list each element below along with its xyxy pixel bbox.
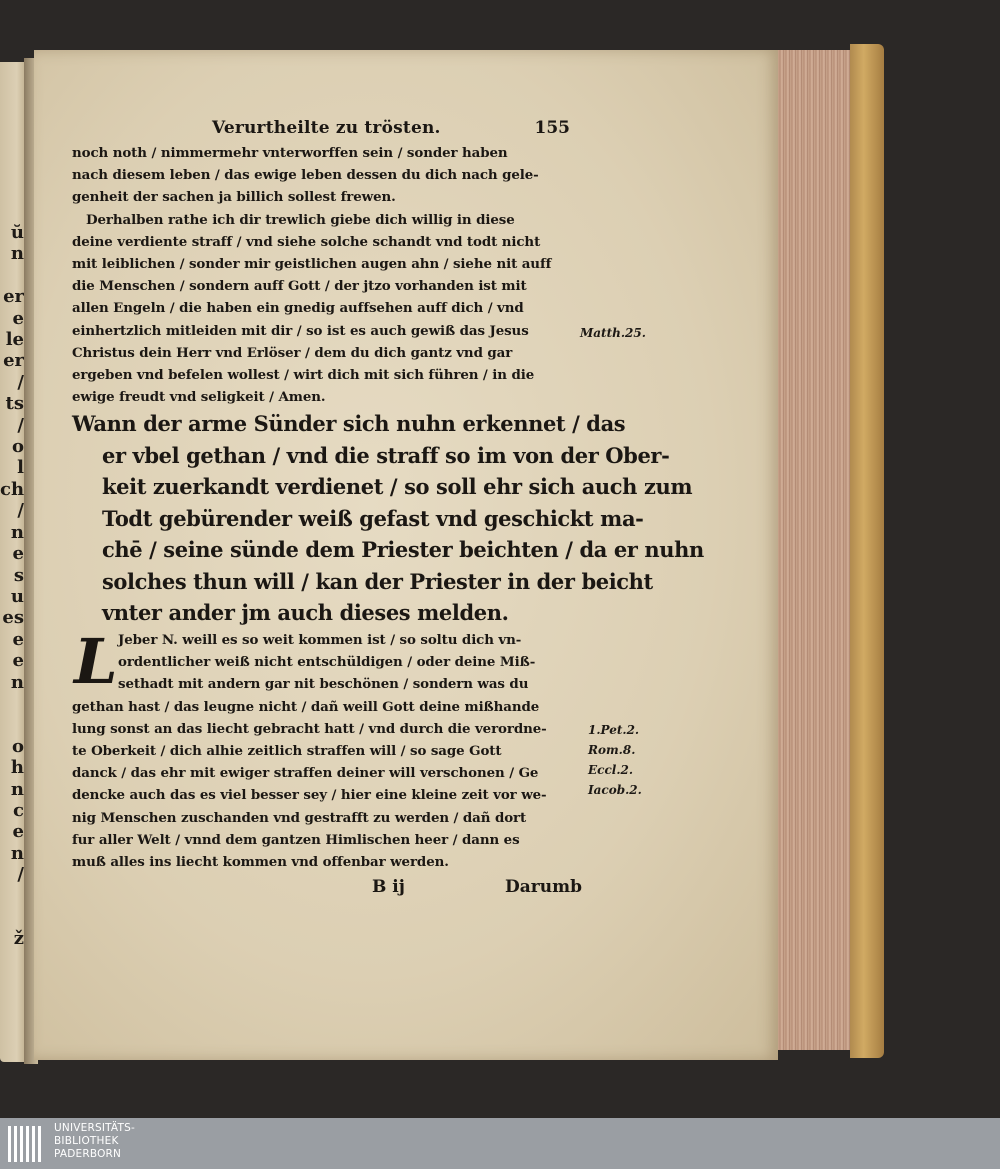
- signature-mark: B ij: [372, 877, 405, 898]
- text-line: deine verdiente straff / vnd siehe solche schandt vnd todt nicht: [72, 233, 541, 250]
- left-page-text-fragments: [0, 222, 24, 950]
- text-line: dencke auch das es viel besser sey / hier eine kleine zeit vor we-: [72, 787, 547, 804]
- left-page-fragment: n: [10, 842, 24, 864]
- left-page-fragment: e: [12, 628, 24, 650]
- left-page-fragment: e: [12, 543, 24, 565]
- catchword: Darumb: [505, 877, 582, 898]
- paragraph-2: [72, 624, 582, 873]
- marginal-reference: 1.Pet.2.: [588, 723, 640, 737]
- left-page-fragment: e: [12, 650, 24, 672]
- text-line: lung sonst an das liecht gebracht hatt / vnd durch die verordne-: [72, 720, 547, 737]
- left-page-fragment: /: [17, 414, 24, 436]
- text-line: Jeber N. weill es so weit kommen ist / so soltu dich vn-: [118, 631, 522, 648]
- page-number: 155: [534, 118, 570, 138]
- page-edges: [770, 50, 856, 1050]
- marginal-references: [588, 720, 642, 800]
- left-page-fragment: n: [10, 243, 24, 265]
- marginal-reference: Eccl.2.: [588, 763, 634, 777]
- heading-line: keit zuerkandt verdienet / so soll ehr sich auch zum: [102, 474, 693, 500]
- text-line: gethan hast / das leugne nicht / dañ weill Gott deine mißhande: [72, 698, 540, 715]
- left-page-fragment: h: [10, 757, 24, 779]
- text-line: die Menschen / sondern auff Gott / der jtzo vorhanden ist mit: [72, 278, 527, 295]
- text-line: fur aller Welt / vnnd dem gantzen Himlischen heer / dann es: [72, 831, 520, 848]
- text-line: nach diesem leben / das ewige leben dessen du dich nach gele-: [72, 167, 539, 184]
- left-page-fragment: o: [11, 436, 24, 458]
- library-footer-bar: [0, 1118, 1000, 1169]
- page-footer: [72, 877, 582, 897]
- library-name-line: PADERBORN: [54, 1148, 122, 1160]
- text-line: genheit der sachen ja billich sollest frewen.: [72, 189, 396, 206]
- left-page-fragment: /: [17, 500, 24, 522]
- text-line: ergeben vnd befelen wollest / wirt dich mit sich führen / in die: [72, 367, 535, 384]
- left-page-fragment: ž: [13, 928, 24, 950]
- library-name: [54, 1122, 135, 1161]
- left-page-fragment: /: [17, 864, 24, 886]
- left-page-fragment: [0, 886, 24, 907]
- left-page-fragment: er: [3, 286, 24, 308]
- left-page-fragment: o: [11, 735, 24, 757]
- text-line: ordentlicher weiß nicht entschüldigen / oder deine Miß-: [118, 654, 536, 671]
- heading-line: solches thun will / kan der Priester in der beicht: [102, 568, 653, 594]
- left-page-fragment: [0, 265, 24, 286]
- drop-cap: L: [74, 624, 118, 698]
- heading-line: Wann der arme Sünder sich nuhn erkennet / das: [72, 411, 626, 437]
- text-line: Derhalben rathe ich dir trewlich giebe dich willig in diese: [86, 211, 515, 228]
- left-page-fragment: /: [17, 371, 24, 393]
- text-line: Christus dein Herr vnd Erlöser / dem du dich gantz vnd gar: [72, 344, 513, 361]
- heading-line: er vbel gethan / vnd die straff so im von der Ober-: [102, 442, 670, 468]
- library-name-line: BIBLIOTHEK: [54, 1135, 119, 1147]
- marginal-reference: Iacob.2.: [588, 783, 642, 797]
- heading-line: chē / seine sünde dem Priester beichten / da er nuhn: [102, 537, 704, 563]
- running-head: Verurtheilte zu trösten.: [212, 118, 441, 138]
- left-page-fragment: [0, 714, 24, 735]
- text-line: sethadt mit andern gar nit beschönen / sondern was du: [118, 676, 529, 693]
- left-page-fragment: l: [17, 457, 24, 479]
- page-header: [72, 118, 582, 138]
- marginal-reference: Rom.8.: [588, 743, 636, 757]
- left-page-fragment: [0, 907, 24, 928]
- left-page-fragment: n: [10, 778, 24, 800]
- left-page-fragment: er: [3, 350, 24, 372]
- book-cover-board: [850, 44, 884, 1058]
- left-page-fragment: ŭ: [10, 222, 24, 243]
- library-logo-icon: [6, 1122, 46, 1166]
- left-page-fragment: n: [10, 671, 24, 693]
- left-page-fragment: ch: [0, 478, 25, 500]
- paragraph-1: [72, 142, 582, 408]
- marginal-note: Matth.25.: [580, 326, 646, 340]
- left-page-fragment: e: [12, 307, 24, 329]
- heading-line: vnter ander jm auch dieses melden.: [102, 600, 509, 626]
- text-line: te Oberkeit / dich alhie zeitlich straffen will / so sage Gott: [72, 742, 502, 759]
- left-page-fragment: ts: [5, 393, 24, 415]
- text-line: muß alles ins liecht kommen vnd offenbar werden.: [72, 853, 449, 870]
- text-line: noch noth / nimmermehr vnterworffen sein / sonder haben: [72, 145, 508, 161]
- text-line: danck / das ehr mit ewiger straffen deiner will verschonen / Ge: [72, 765, 539, 782]
- text-line: nig Menschen zuschanden vnd gestrafft zu werden / dañ dort: [72, 809, 527, 826]
- left-page-fragment: u: [10, 585, 24, 607]
- left-page-fragment: le: [5, 329, 24, 351]
- library-name-line: UNIVERSITÄTS-: [54, 1122, 135, 1134]
- left-page-fragment: e: [12, 821, 24, 843]
- left-page-fragment: s: [13, 564, 24, 586]
- text-line: allen Engeln / die haben ein gnedig auffsehen auff dich / vnd: [72, 300, 524, 317]
- text-line: einhertzlich mitleiden mit dir / so ist es auch gewiß das Jesus: [72, 322, 529, 339]
- left-page-fragment: n: [10, 521, 24, 543]
- text-line: mit leiblichen / sonder mir geistlichen augen ahn / siehe nit auff: [72, 256, 552, 273]
- left-page-fragment: es: [2, 607, 24, 629]
- text-line: ewige freudt vnd seligkeit / Amen.: [72, 389, 326, 406]
- left-page-fragment: c: [13, 799, 24, 821]
- section-heading: [72, 408, 704, 629]
- heading-line: Todt gebürender weiß gefast vnd geschickt ma-: [102, 505, 644, 531]
- left-page-fragment: [0, 693, 24, 714]
